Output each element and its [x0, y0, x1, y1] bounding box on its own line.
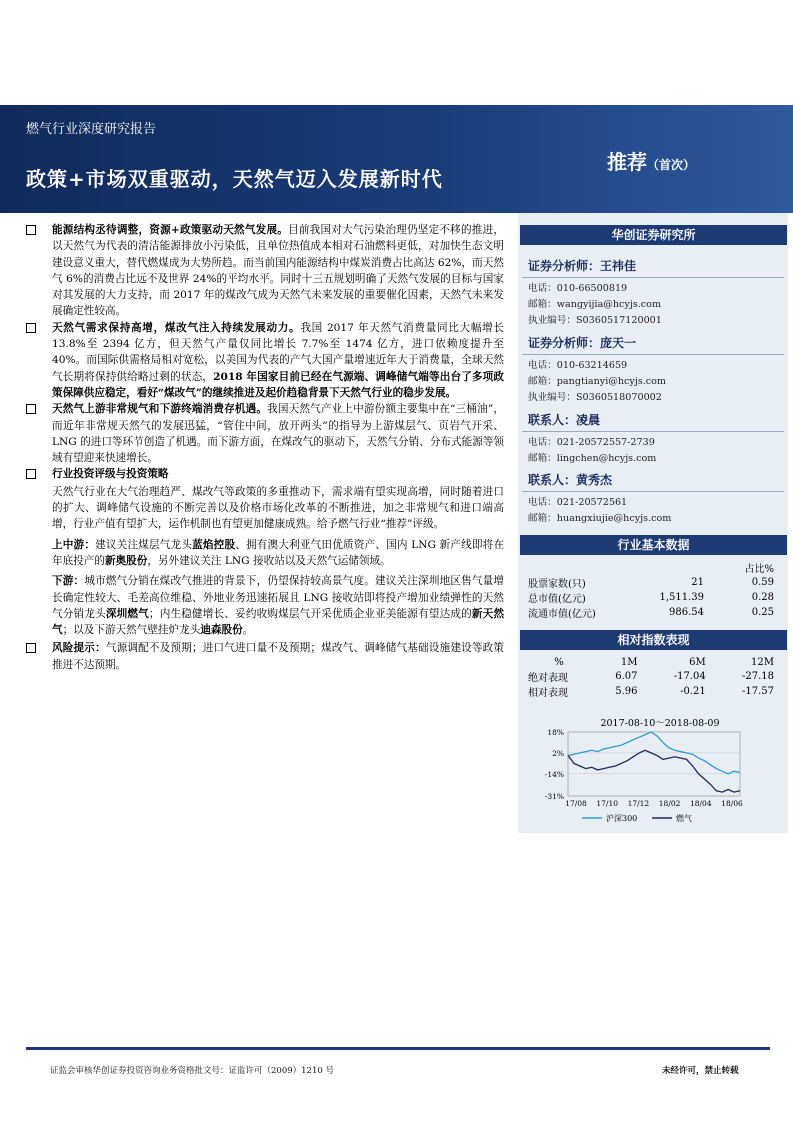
x-tick-label: 17/10: [596, 799, 619, 808]
table-header-row: [528, 656, 774, 669]
downstream-paragraph: [26, 573, 504, 638]
bullet-emphasis: 2018 年国家目前已经在气源端、调峰储气端等出台了多项政策保障供应稳定，看好“煤改气”的继续推进及起价趋稳背景下天然气行业的稳步发展。: [52, 370, 505, 399]
bullet-text: 气源调配不及预期；进口气进口量不及预期；煤改气、调峰储气基础设施建设等政策推进不达预期。: [52, 642, 505, 671]
x-tick-label: 17/12: [627, 799, 650, 808]
upstream-text: 建议关注煤层气龙头: [95, 538, 193, 551]
report-summary: [26, 222, 504, 673]
col-header: 12M: [751, 657, 774, 668]
x-tick-label: 18/06: [721, 799, 743, 808]
bullet-opportunity: [26, 401, 504, 466]
contact1-contact: [528, 435, 656, 467]
row-label: 股票家数(只): [528, 579, 586, 590]
checkbox-icon: [26, 404, 36, 414]
y-tick-label: -14%: [544, 769, 564, 779]
table-header-row: [528, 560, 774, 575]
col-header: 6M: [689, 657, 706, 668]
col-header: %: [554, 657, 564, 668]
checkbox-icon: [26, 643, 36, 653]
report-title: 政策+市场双重驱动，天然气迈入发展新时代: [26, 167, 443, 191]
stock-name: 新奥股份: [104, 554, 148, 567]
x-tick-label: 17/08: [565, 799, 587, 808]
y-tick-label: -31%: [544, 792, 564, 801]
chart-lines: [568, 732, 740, 792]
rating-text: 推荐: [607, 150, 647, 174]
y-tick-label: 18%: [547, 728, 564, 737]
stock-name: 迪森股份: [200, 624, 243, 637]
contact2-phone: 电话：021-20572561: [528, 497, 628, 508]
x-tick-label: 18/04: [689, 799, 712, 808]
chart-legend: [582, 813, 692, 823]
chart-grid: [545, 728, 743, 808]
row-label: 相对表现: [528, 688, 568, 699]
row-label: 总市值(亿元): [528, 594, 586, 605]
analyst1-license: 执业编号：S0360517120001: [528, 315, 662, 326]
bullet-text: 目前我国对大气污染治理仍坚定不移的推进，以天然气为代表的清洁能源排放小污染低，且单位热值成本相对石油燃料更低，对加快生态文明建设意义重大，替代燃煤成为大势所趋。而当前国内能源结构中煤炭消费占比高达 62%，而天然气 6%的消费占比远不及世界 24%的平均水平。同时十三五规划明确了天然气发展的目标与国家对其发展的大力支持，而 2017 年的煤改气成为天然气未来发展的重要催化因素，天然气未来发展确定性较高。: [52, 224, 505, 318]
plot-frame: [568, 732, 740, 796]
upstream-paragraph: [26, 537, 504, 570]
contact1-email: 邮箱：lingchen@hcyjs.com: [528, 453, 657, 464]
x-tick-label: 18/02: [658, 799, 681, 808]
analyst1-email: 邮箱：wangyijia@hcyjs.com: [528, 299, 662, 310]
upstream-text: 、拥有澳大利亚气田优质资产、国内 LNG 新产线即将在年底投产的: [52, 538, 505, 567]
upstream-label: 上中游：: [52, 538, 96, 551]
stock-name: 深圳燃气: [105, 607, 149, 620]
divider: [522, 354, 784, 355]
basic-data-bar: 行业基本数据: [520, 535, 787, 555]
bullet-text: 我国天然气产业上中游份额主要集中在“三桶油”，而近年非常规天然气的发展迅猛，“管住中间，放开两头”的指导为上游煤层气、页岩气开采、LNG 的进口等环节创造了机遇。而下游方面，在煤改气的驱动下，天然气分销、分布式能源等领域有望迎来快速增长。: [52, 403, 504, 465]
relative-perf-table: [528, 656, 774, 699]
rating-note: （首次）: [647, 158, 696, 172]
row-label: 绝对表现: [528, 673, 568, 684]
upstream-text: ，另外建议关注 LNG 接收站以及天然气运储领域。: [147, 554, 391, 567]
bullet-energy-structure: [26, 222, 504, 320]
row-pct: 0.59: [751, 577, 774, 588]
footer-rule: [26, 1047, 770, 1050]
bullet-heading: 风险提示：: [52, 642, 106, 655]
bullet-strategy: [26, 466, 504, 482]
contact1-name: 联系人：凌晨: [528, 413, 601, 427]
pct-header: 占比%: [744, 564, 774, 575]
analyst2-phone: 电话：010-63214659: [528, 360, 628, 371]
analyst2-license: 执业编号：S0360518070002: [528, 392, 662, 403]
downstream-label: 下游：: [52, 575, 85, 588]
downstream-text: ；内生稳健增长、妥约收购煤层气开采优质企业亚美能源有望达成的: [148, 607, 472, 620]
row-value: -27.18: [741, 671, 774, 682]
row-label: 流通市值(亿元): [528, 609, 596, 620]
downstream-text: ；以及下游天然气壁挂炉龙头: [62, 624, 201, 637]
row-value: 986.54: [669, 607, 704, 618]
bullet-heading: 天然气需求保持高增，煤改气注入持续发展动力。: [52, 321, 301, 334]
report-series: 燃气行业深度研究报告: [26, 122, 157, 137]
row-value: -17.57: [741, 686, 774, 697]
contact1-phone: 电话：021-20572557-2739: [528, 437, 655, 448]
contact2-contact: [528, 495, 671, 527]
legend-label: 沪深300: [606, 814, 638, 823]
bullet-heading: 行业投资评级与投资策略: [52, 468, 169, 481]
checkbox-icon: [26, 225, 36, 235]
row-value: 5.96: [615, 686, 638, 697]
relative-index-chart: [520, 712, 787, 832]
row-value: 1,511.39: [659, 592, 704, 603]
divider: [522, 277, 784, 278]
analyst1-contact: [528, 281, 662, 329]
table-row: [528, 669, 774, 684]
analyst2-contact: [528, 358, 666, 406]
row-value: 21: [691, 577, 704, 588]
institute-bar: 华创证券研究所: [520, 225, 787, 245]
relative-perf-bar: 相对指数表现: [520, 630, 787, 650]
downstream-text: 。: [242, 624, 254, 637]
rating-badge: [607, 146, 695, 175]
chart-title: 2017-08-10～2018-08-09: [600, 718, 720, 729]
table-row: [528, 575, 774, 590]
y-tick-label: 2%: [552, 748, 564, 758]
row-value: -17.04: [673, 671, 706, 682]
table-row: [528, 605, 774, 620]
bullet-risk: [26, 640, 504, 673]
analyst2-name: 证券分析师：庞天一: [528, 336, 637, 350]
footer-license: 证监会审核华创证券投资咨询业务资格批文号：证监许可（2009）1210 号: [50, 1066, 334, 1076]
row-pct: 0.28: [751, 592, 774, 603]
checkbox-icon: [26, 469, 36, 479]
col-header: 1M: [620, 657, 638, 668]
strategy-text: 天然气行业在大气治理趋严、煤改气等政策的多重推动下，需求端有望实现高增，同时随着进口的扩大、调峰储气设施的不断完善以及价格市场化改革的不断推进，加之非常规气和进口端高增，行业产值有望扩大，运作机制也有望更加健康成熟。给予燃气行业“推荐”评级。: [52, 485, 504, 531]
bullet-text: 我国 2017 年天然气消费量同比大幅增长 13.8%至 2394 亿方，但天然气产量仅同比增长 7.7%至 1474 亿方，进口依赖度提升至 40%。而国际供需格局相对宽松，以美国为代表的产气大国产量增速近年大于消费量，全球天然气长期将保持供给略过剩的状态，: [52, 321, 504, 383]
table-row: [528, 590, 774, 605]
bullet-demand: [26, 320, 504, 401]
downstream-text: 城市燃气分销在煤改气推进的背景下，仍望保持较高景气度。建议关注深圳地区售气量增长确定性较大、毛差高位维稳、外地业务迅速拓展且 LNG 接收站即将投产增加业绩弹性的天然气分销龙头: [52, 575, 505, 620]
series-line: [568, 750, 740, 792]
bullet-heading: 能源结构丞待调整，资源+政策驱动天然气发展。: [52, 224, 289, 236]
bullet-heading: 天然气上游非常规气和下游终端消费存机遇。: [52, 403, 268, 416]
stock-name: 新天然气: [52, 607, 505, 637]
row-value: -0.21: [680, 686, 706, 697]
row-pct: 0.25: [751, 607, 774, 618]
stock-name: 蓝焰控股: [192, 538, 236, 551]
divider: [522, 491, 784, 492]
contact2-name: 联系人：黄秀杰: [528, 473, 613, 487]
analyst1-name: 证券分析师：王祎佳: [528, 259, 637, 273]
table-row: [528, 684, 774, 699]
footer-copyright: 未经许可，禁止转载: [662, 1066, 739, 1076]
analyst2-email: 邮箱：pangtianyi@hcyjs.com: [528, 376, 667, 387]
divider: [522, 431, 784, 432]
basic-data-table: [528, 560, 774, 620]
row-value: 6.07: [615, 671, 638, 682]
checkbox-icon: [26, 323, 36, 333]
legend-label: 燃气: [676, 814, 692, 823]
analyst1-phone: 电话：010-66500819: [528, 283, 628, 294]
contact2-email: 邮箱：huangxiujie@hcyjs.com: [528, 513, 672, 524]
